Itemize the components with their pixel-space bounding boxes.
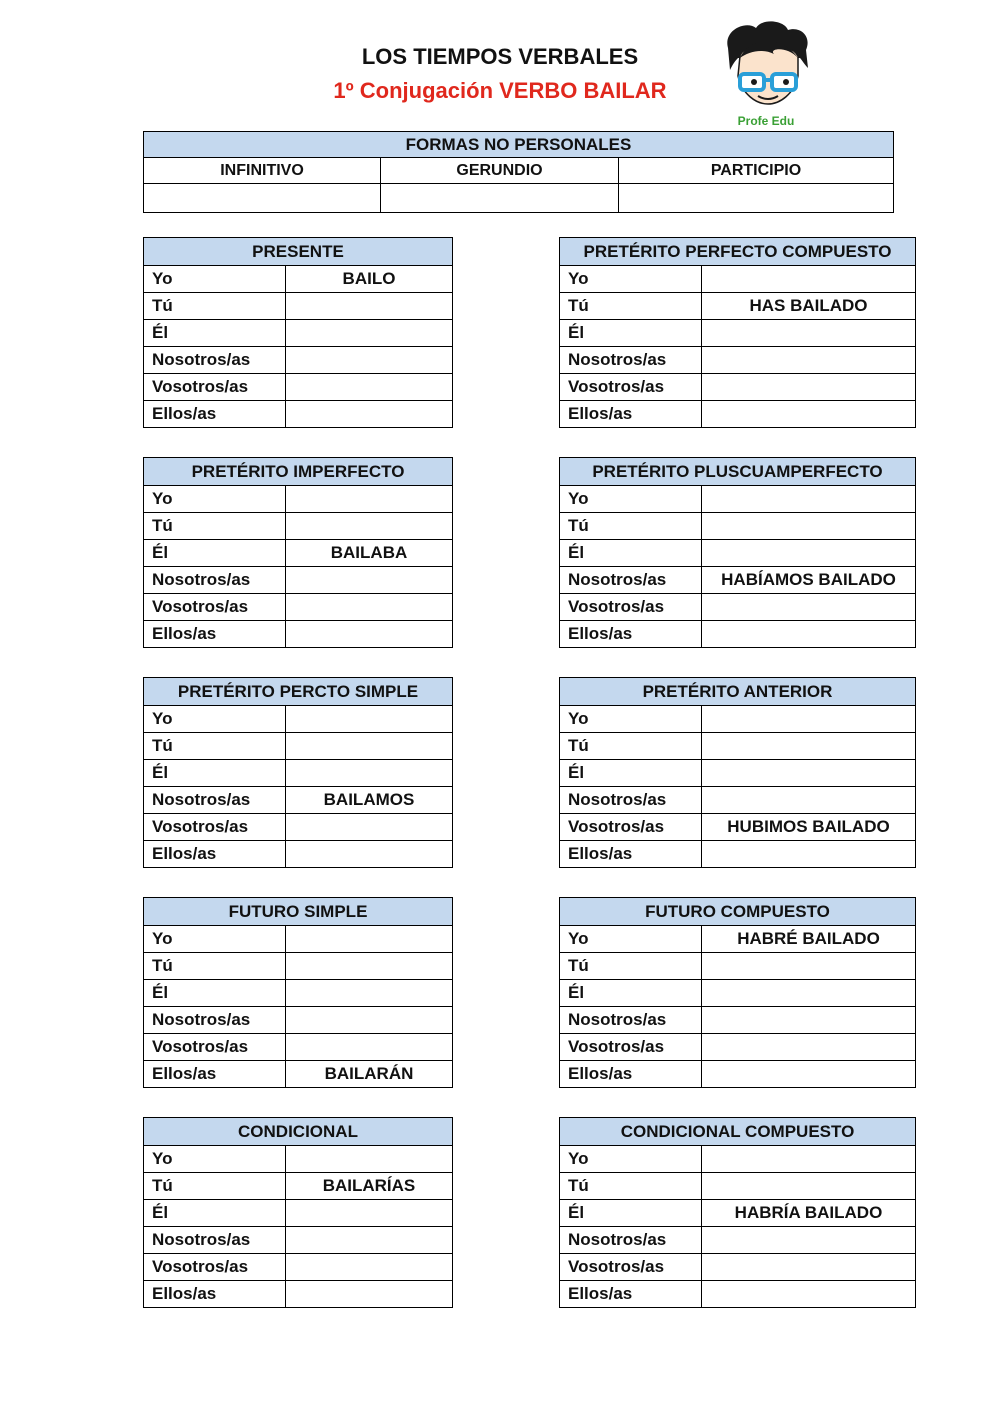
- conjugation-answer[interactable]: HUBIMOS BAILADO: [702, 814, 916, 841]
- tense-table: [559, 897, 916, 1088]
- conjugation-row: [560, 567, 916, 594]
- person-label: Ellos/as: [560, 841, 702, 868]
- infinitive-answer[interactable]: [144, 184, 381, 213]
- conjugation-answer[interactable]: [702, 1227, 916, 1254]
- conjugation-answer[interactable]: [702, 706, 916, 733]
- conjugation-row: [144, 706, 453, 733]
- conjugation-answer[interactable]: [702, 787, 916, 814]
- person-label: Ellos/as: [144, 401, 286, 428]
- conjugation-row: [144, 621, 453, 648]
- page-subtitle: 1º Conjugación VERBO BAILAR: [333, 78, 667, 103]
- conjugation-answer[interactable]: [286, 567, 453, 594]
- person-label: Nosotros/as: [144, 1007, 286, 1034]
- person-label: Nosotros/as: [560, 567, 702, 594]
- tense-table: [143, 457, 453, 648]
- person-label: Nosotros/as: [144, 567, 286, 594]
- conjugation-answer[interactable]: [286, 1227, 453, 1254]
- conjugation-row: [144, 513, 453, 540]
- conjugation-row: [560, 266, 916, 293]
- conjugation-row: [144, 787, 453, 814]
- person-label: Yo: [144, 706, 286, 733]
- conjugation-row: [144, 401, 453, 428]
- conjugation-answer[interactable]: [286, 320, 453, 347]
- conjugation-answer[interactable]: [702, 1254, 916, 1281]
- tense-title: PRETÉRITO PLUSCUAMPERFECTO: [560, 458, 916, 486]
- conjugation-answer[interactable]: [702, 621, 916, 648]
- conjugation-answer[interactable]: [702, 1007, 916, 1034]
- conjugation-answer[interactable]: [286, 513, 453, 540]
- person-label: Yo: [144, 926, 286, 953]
- person-label: Yo: [144, 266, 286, 293]
- conjugation-row: [560, 594, 916, 621]
- person-label: Vosotros/as: [144, 1034, 286, 1061]
- tense-title: FUTURO COMPUESTO: [560, 898, 916, 926]
- conjugation-row: [560, 787, 916, 814]
- conjugation-answer[interactable]: [702, 540, 916, 567]
- conjugation-row: [560, 347, 916, 374]
- person-label: Tú: [144, 1173, 286, 1200]
- participle-answer[interactable]: [619, 184, 894, 213]
- conjugation-answer[interactable]: [702, 953, 916, 980]
- person-label: Él: [560, 760, 702, 787]
- person-label: Nosotros/as: [560, 1007, 702, 1034]
- participle-header: PARTICIPIO: [619, 158, 894, 184]
- conjugation-answer[interactable]: [702, 347, 916, 374]
- conjugation-answer[interactable]: [286, 733, 453, 760]
- logo-text: Profe Edu: [737, 114, 795, 128]
- conjugation-row: [144, 980, 453, 1007]
- conjugation-answer[interactable]: [286, 841, 453, 868]
- conjugation-row: [560, 814, 916, 841]
- person-label: Ellos/as: [560, 401, 702, 428]
- conjugation-row: [560, 980, 916, 1007]
- conjugation-row: [144, 293, 453, 320]
- conjugation-row: [144, 594, 453, 621]
- person-label: Él: [144, 1200, 286, 1227]
- conjugation-answer[interactable]: [702, 841, 916, 868]
- person-label: Yo: [560, 1146, 702, 1173]
- person-label: Nosotros/as: [144, 787, 286, 814]
- conjugation-row: [560, 953, 916, 980]
- person-label: Él: [560, 540, 702, 567]
- conjugation-answer[interactable]: [286, 706, 453, 733]
- conjugation-row: [560, 1254, 916, 1281]
- conjugation-answer[interactable]: BAILO: [286, 266, 453, 293]
- conjugation-row: [560, 1200, 916, 1227]
- tense-table: [559, 1117, 916, 1308]
- person-label: Él: [144, 540, 286, 567]
- conjugation-answer[interactable]: HAS BAILADO: [702, 293, 916, 320]
- person-label: Él: [144, 320, 286, 347]
- conjugation-row: [560, 926, 916, 953]
- conjugation-answer[interactable]: [286, 621, 453, 648]
- conjugation-answer[interactable]: HABÍAMOS BAILADO: [702, 567, 916, 594]
- tense-table: [559, 237, 916, 428]
- person-label: Yo: [560, 706, 702, 733]
- person-label: Yo: [560, 266, 702, 293]
- tense-title: PRESENTE: [144, 238, 453, 266]
- conjugation-answer[interactable]: [286, 1281, 453, 1308]
- conjugation-answer[interactable]: [702, 594, 916, 621]
- person-label: Él: [560, 1200, 702, 1227]
- non-personal-forms-title: FORMAS NO PERSONALES: [144, 132, 894, 158]
- conjugation-row: [560, 513, 916, 540]
- person-label: Ellos/as: [144, 841, 286, 868]
- person-label: Ellos/as: [560, 1281, 702, 1308]
- conjugation-answer[interactable]: [286, 814, 453, 841]
- conjugation-answer[interactable]: HABRÉ BAILADO: [702, 926, 916, 953]
- conjugation-row: [560, 1061, 916, 1088]
- conjugation-row: [144, 1146, 453, 1173]
- conjugation-row: [144, 1281, 453, 1308]
- person-label: Nosotros/as: [144, 1227, 286, 1254]
- tense-table: [143, 677, 453, 868]
- person-label: Él: [560, 980, 702, 1007]
- conjugation-row: [560, 706, 916, 733]
- conjugation-answer[interactable]: BAILABA: [286, 540, 453, 567]
- conjugation-row: [144, 733, 453, 760]
- conjugation-answer[interactable]: [286, 760, 453, 787]
- conjugation-row: [560, 1007, 916, 1034]
- page-title: LOS TIEMPOS VERBALES: [361, 44, 639, 69]
- conjugation-row: [144, 1227, 453, 1254]
- person-label: Tú: [560, 293, 702, 320]
- conjugation-answer[interactable]: [702, 486, 916, 513]
- conjugation-answer[interactable]: [286, 926, 453, 953]
- person-label: Él: [560, 320, 702, 347]
- conjugation-answer[interactable]: [702, 320, 916, 347]
- conjugation-row: [144, 953, 453, 980]
- conjugation-row: [144, 1007, 453, 1034]
- conjugation-answer[interactable]: BAILARÍAS: [286, 1173, 453, 1200]
- gerund-header: GERUNDIO: [381, 158, 619, 184]
- conjugation-row: [560, 293, 916, 320]
- tense-title: PRETÉRITO PERFECTO COMPUESTO: [560, 238, 916, 266]
- tense-title: CONDICIONAL COMPUESTO: [560, 1118, 916, 1146]
- person-label: Vosotros/as: [144, 594, 286, 621]
- conjugation-row: [560, 374, 916, 401]
- conjugation-answer[interactable]: HABRÍA BAILADO: [702, 1200, 916, 1227]
- person-label: Ellos/as: [144, 1061, 286, 1088]
- tense-table: [143, 1117, 453, 1308]
- person-label: Nosotros/as: [560, 787, 702, 814]
- conjugation-row: [560, 1173, 916, 1200]
- person-label: Tú: [560, 513, 702, 540]
- conjugation-answer[interactable]: [702, 374, 916, 401]
- tense-table: [143, 897, 453, 1088]
- conjugation-row: [144, 266, 453, 293]
- person-label: Tú: [560, 1173, 702, 1200]
- person-label: Él: [144, 980, 286, 1007]
- tense-title: PRETÉRITO PERCTO SIMPLE: [144, 678, 453, 706]
- person-label: Ellos/as: [560, 1061, 702, 1088]
- conjugation-answer[interactable]: [702, 401, 916, 428]
- person-label: Nosotros/as: [560, 347, 702, 374]
- person-label: Vosotros/as: [144, 374, 286, 401]
- person-label: Tú: [144, 953, 286, 980]
- conjugation-row: [144, 347, 453, 374]
- person-label: Vosotros/as: [560, 1034, 702, 1061]
- person-label: Ellos/as: [144, 1281, 286, 1308]
- tense-title: PRETÉRITO IMPERFECTO: [144, 458, 453, 486]
- conjugation-row: [560, 401, 916, 428]
- conjugation-row: [144, 1254, 453, 1281]
- person-label: Yo: [560, 486, 702, 513]
- conjugation-answer[interactable]: [286, 953, 453, 980]
- conjugation-answer[interactable]: [702, 513, 916, 540]
- conjugation-answer[interactable]: [702, 1281, 916, 1308]
- conjugation-row: [144, 567, 453, 594]
- non-personal-forms-table: [143, 131, 894, 213]
- conjugation-answer[interactable]: [286, 1254, 453, 1281]
- conjugation-row: [560, 841, 916, 868]
- conjugation-answer[interactable]: [286, 594, 453, 621]
- person-label: Tú: [144, 293, 286, 320]
- conjugation-row: [144, 1200, 453, 1227]
- conjugation-row: [560, 1227, 916, 1254]
- person-label: Yo: [144, 1146, 286, 1173]
- person-label: Yo: [144, 486, 286, 513]
- conjugation-row: [560, 621, 916, 648]
- conjugation-row: [560, 540, 916, 567]
- conjugation-answer[interactable]: [286, 980, 453, 1007]
- conjugation-row: [144, 374, 453, 401]
- conjugation-answer[interactable]: [286, 1034, 453, 1061]
- conjugation-answer[interactable]: [702, 1146, 916, 1173]
- conjugation-answer[interactable]: [702, 1034, 916, 1061]
- conjugation-answer[interactable]: [286, 374, 453, 401]
- conjugation-row: [144, 1173, 453, 1200]
- conjugation-answer[interactable]: [286, 1007, 453, 1034]
- conjugation-row: [144, 841, 453, 868]
- conjugation-answer[interactable]: [286, 401, 453, 428]
- person-label: Ellos/as: [144, 621, 286, 648]
- person-label: Yo: [560, 926, 702, 953]
- person-label: Él: [144, 760, 286, 787]
- conjugation-row: [144, 814, 453, 841]
- person-label: Vosotros/as: [560, 814, 702, 841]
- person-label: Vosotros/as: [144, 1254, 286, 1281]
- person-label: Tú: [560, 733, 702, 760]
- person-label: Vosotros/as: [560, 374, 702, 401]
- conjugation-answer[interactable]: [286, 1200, 453, 1227]
- conjugation-answer[interactable]: [702, 266, 916, 293]
- tense-title: PRETÉRITO ANTERIOR: [560, 678, 916, 706]
- conjugation-row: [560, 320, 916, 347]
- conjugation-answer[interactable]: [286, 486, 453, 513]
- conjugation-row: [144, 320, 453, 347]
- conjugation-row: [560, 1281, 916, 1308]
- person-label: Vosotros/as: [560, 594, 702, 621]
- person-label: Tú: [144, 513, 286, 540]
- person-label: Nosotros/as: [560, 1227, 702, 1254]
- conjugation-row: [144, 1061, 453, 1088]
- tense-title: FUTURO SIMPLE: [144, 898, 453, 926]
- conjugation-row: [144, 760, 453, 787]
- conjugation-answer[interactable]: [286, 1146, 453, 1173]
- conjugation-row: [560, 733, 916, 760]
- conjugation-row: [560, 486, 916, 513]
- person-label: Tú: [560, 953, 702, 980]
- conjugation-row: [560, 1034, 916, 1061]
- person-label: Nosotros/as: [144, 347, 286, 374]
- conjugation-row: [144, 1034, 453, 1061]
- conjugation-answer[interactable]: BAILAMOS: [286, 787, 453, 814]
- tense-table: [559, 677, 916, 868]
- person-label: Vosotros/as: [560, 1254, 702, 1281]
- conjugation-answer[interactable]: [702, 1173, 916, 1200]
- gerund-answer[interactable]: [381, 184, 619, 213]
- conjugation-answer[interactable]: [702, 1061, 916, 1088]
- conjugation-row: [144, 926, 453, 953]
- conjugation-answer[interactable]: [286, 293, 453, 320]
- tense-title: CONDICIONAL: [144, 1118, 453, 1146]
- conjugation-row: [144, 540, 453, 567]
- tense-table: [143, 237, 453, 428]
- infinitive-header: INFINITIVO: [144, 158, 381, 184]
- conjugation-row: [560, 760, 916, 787]
- person-label: Ellos/as: [560, 621, 702, 648]
- conjugation-answer[interactable]: [286, 347, 453, 374]
- conjugation-row: [560, 1146, 916, 1173]
- person-label: Tú: [144, 733, 286, 760]
- conjugation-answer[interactable]: [702, 980, 916, 1007]
- conjugation-answer[interactable]: [702, 733, 916, 760]
- conjugation-answer[interactable]: BAILARÁN: [286, 1061, 453, 1088]
- conjugation-answer[interactable]: [702, 760, 916, 787]
- tense-table: [559, 457, 916, 648]
- person-label: Vosotros/as: [144, 814, 286, 841]
- profe-edu-logo: [718, 18, 814, 128]
- conjugation-row: [144, 486, 453, 513]
